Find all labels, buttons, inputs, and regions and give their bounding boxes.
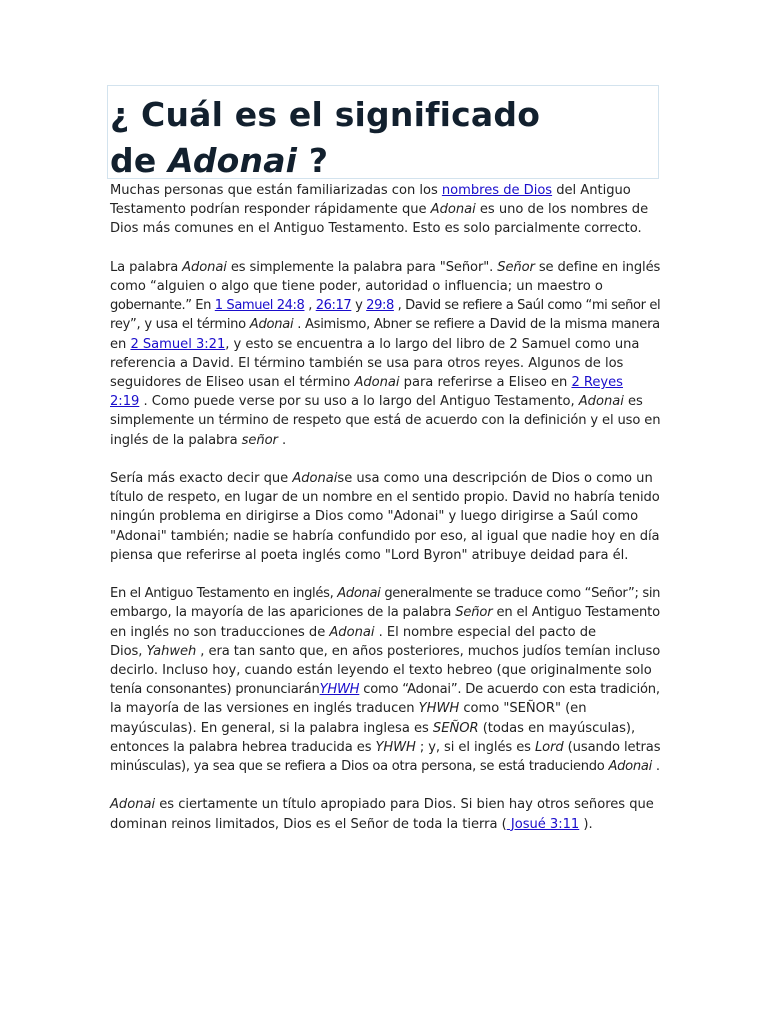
title-box: [107, 85, 659, 179]
text: como “Adonai”. De acuerdo con esta tradición,: [359, 682, 660, 698]
text: y: [351, 298, 367, 314]
text-line: simplemente un término de respeto que está de acuerdo con la definición y el uso en: [110, 413, 661, 429]
text: inglés de la palabra: [110, 432, 242, 448]
emphasis: Adonai: [354, 375, 400, 391]
text: ; y, si el inglés es: [415, 739, 535, 755]
paragraph-3: [110, 469, 662, 565]
text-line: como “alguien o algo que tiene poder, autoridad o influencia; un maestro o: [110, 279, 603, 294]
emphasis: Señor: [497, 259, 535, 275]
link-26-17[interactable]: 26:17: [315, 298, 352, 314]
text-line: título de respeto, en lugar de un nombre en el sentido propio. David no habría tenido: [110, 490, 660, 506]
text: , David se refiere a Saúl como “mi señor el: [393, 298, 661, 314]
emphasis: Adonai: [329, 624, 375, 640]
text-line: decirlo. Incluso hoy, cuando están leyendo el texto hebreo (que originalmente solo: [110, 663, 652, 679]
text-line: [110, 315, 662, 334]
text: se define en inglés: [534, 259, 661, 275]
text-line: [110, 296, 662, 315]
text-line: [110, 584, 662, 603]
emphasis: SEÑOR: [432, 720, 479, 736]
text: en: [110, 336, 131, 352]
text: .: [652, 759, 660, 775]
text: es ciertamente un título apropiado para Dios. Si bien hay otros señores que: [155, 797, 654, 813]
text: . El nombre especial del pacto de: [374, 624, 597, 640]
text-line: [110, 200, 662, 219]
text: seguidores de Eliseo usan el término: [110, 375, 355, 391]
text-line: [110, 642, 662, 661]
text-line: piensa que referirse al poeta inglés como "Lord Byron" atribuye deidad para él.: [110, 547, 629, 563]
text: es: [623, 394, 643, 410]
text-line: [110, 680, 662, 699]
title-suffix: ?: [297, 141, 329, 180]
text: en el Antiguo Testamento: [492, 605, 660, 621]
emphasis: Yahweh: [146, 643, 197, 659]
text-line: [110, 181, 662, 200]
emphasis: Adonai: [292, 471, 338, 487]
text: dominan reinos limitados, Dios es el Señor de toda la tierra (: [110, 816, 507, 832]
emphasis: Adonai: [182, 259, 227, 275]
text-line: [110, 757, 662, 776]
paragraph-2: [110, 258, 662, 450]
text: la mayoría de las versiones en inglés traducen: [110, 701, 419, 717]
title-line-2: [110, 138, 540, 184]
text: En el Antiguo Testamento en inglés,: [110, 586, 338, 602]
text: como "SEÑOR" (en: [459, 701, 587, 717]
text-line: [110, 469, 662, 488]
text: (todas en mayúsculas),: [478, 720, 636, 736]
text-line: [110, 373, 662, 392]
text: ).: [579, 816, 593, 832]
text: ,: [304, 298, 316, 314]
link-2-reyes-2-19[interactable]: 2 Reyes: [571, 375, 623, 391]
text-line: referencia a David. El término también se usa para otros reyes. Algunos de los: [110, 355, 624, 371]
text-line: [110, 258, 662, 277]
link-nombres-de-dios[interactable]: nombres de Dios: [441, 183, 553, 198]
paragraph-1: [110, 181, 662, 239]
text: es simplemente la palabra para "Señor".: [226, 259, 498, 275]
text: La palabra: [110, 259, 183, 275]
text-line: [110, 392, 662, 411]
text: . Como puede verse por su uso a lo largo del Antiguo Testamento,: [139, 394, 579, 410]
text-line: [110, 603, 662, 622]
text: para referirse a Eliseo en: [399, 375, 572, 391]
title-prefix: de: [110, 141, 169, 180]
emphasis: YHWH: [375, 739, 416, 755]
text: (usando letras: [563, 739, 661, 755]
text-line: [110, 431, 662, 450]
title-line-1: ¿ Cuál es el significado: [110, 95, 541, 134]
emphasis: Adonai: [337, 586, 381, 602]
paragraph-4: [110, 584, 662, 776]
emphasis: Señor: [455, 605, 493, 621]
emphasis: Adonai: [578, 394, 624, 410]
text-line: [110, 815, 662, 834]
link-josue-3-11[interactable]: Josué 3:11: [506, 816, 580, 832]
text: del Antiguo: [552, 183, 631, 198]
text: gobernante.” En: [110, 298, 215, 314]
text: rey”, y usa el término: [110, 317, 250, 333]
text: , era tan santo que, en años posteriores, muchos judíos temían incluso: [196, 643, 661, 659]
emphasis: Adonai: [608, 759, 653, 775]
emphasis: Adonai: [430, 202, 476, 218]
link-1-samuel-24-8[interactable]: 1 Samuel 24:8: [214, 298, 305, 314]
text-line: [110, 719, 662, 738]
text-line: ningún problema en dirigirse a Dios como "Adonai" y luego dirigirse a Saúl como: [110, 509, 639, 525]
emphasis: Lord: [534, 739, 564, 755]
article-body: [110, 181, 662, 853]
text: mayúsculas). En general, si la palabra inglesa es: [110, 720, 433, 736]
text: Dios,: [110, 643, 147, 659]
link-2-reyes-2-19-cont[interactable]: 2:19: [110, 394, 140, 410]
emphasis: Adonai: [110, 797, 156, 813]
text: Muchas personas que están familiarizadas con los: [110, 183, 442, 198]
text-line: [110, 623, 662, 642]
text: en inglés no son traducciones de: [110, 624, 330, 640]
text: entonces la palabra hebrea traducida es: [110, 739, 376, 755]
text: se usa como una descripción de Dios o como un: [337, 471, 653, 487]
emphasis: YHWH: [418, 701, 460, 717]
text-line: [110, 699, 662, 718]
text: .: [277, 432, 287, 448]
text-line: [110, 738, 662, 757]
text: tenía consonantes) pronunciarán: [110, 682, 320, 698]
emphasis: Adonai: [249, 317, 294, 333]
text-line: Dios más comunes en el Antiguo Testamento. Esto es solo parcialmente correcto.: [110, 221, 642, 237]
text-line: [110, 795, 662, 814]
paragraph-5: [110, 795, 662, 833]
text-line: "Adonai" también; nadie se habría confundido por eso, al igual que nadie hoy en día: [110, 528, 660, 544]
emphasis: YHWH: [319, 682, 360, 698]
text: . Asimismo, Abner se refiere a David de la misma manera: [293, 317, 660, 333]
text: embargo, la mayoría de las apariciones de la palabra: [110, 605, 456, 621]
text: generalmente se traduce como “Señor”; sin: [380, 586, 661, 602]
title-emphasis: Adonai: [168, 141, 298, 180]
text: minúsculas), ya sea que se refiera a Dios oa otra persona, se está traduciendo: [110, 759, 609, 775]
text: , y esto se encuentra a lo largo del libro de 2 Samuel como una: [225, 336, 640, 352]
text: es uno de los nombres de: [475, 202, 649, 218]
text: Sería más exacto decir que: [110, 471, 293, 487]
text: Testamento podrían responder rápidamente que: [110, 202, 431, 218]
link-yhwh[interactable]: [320, 682, 360, 697]
link-29-8[interactable]: 29:8: [366, 298, 394, 314]
page-title: [110, 92, 540, 184]
emphasis: señor: [241, 432, 278, 448]
text-line: [110, 335, 662, 354]
link-2-samuel-3-21[interactable]: 2 Samuel 3:21: [130, 336, 226, 352]
